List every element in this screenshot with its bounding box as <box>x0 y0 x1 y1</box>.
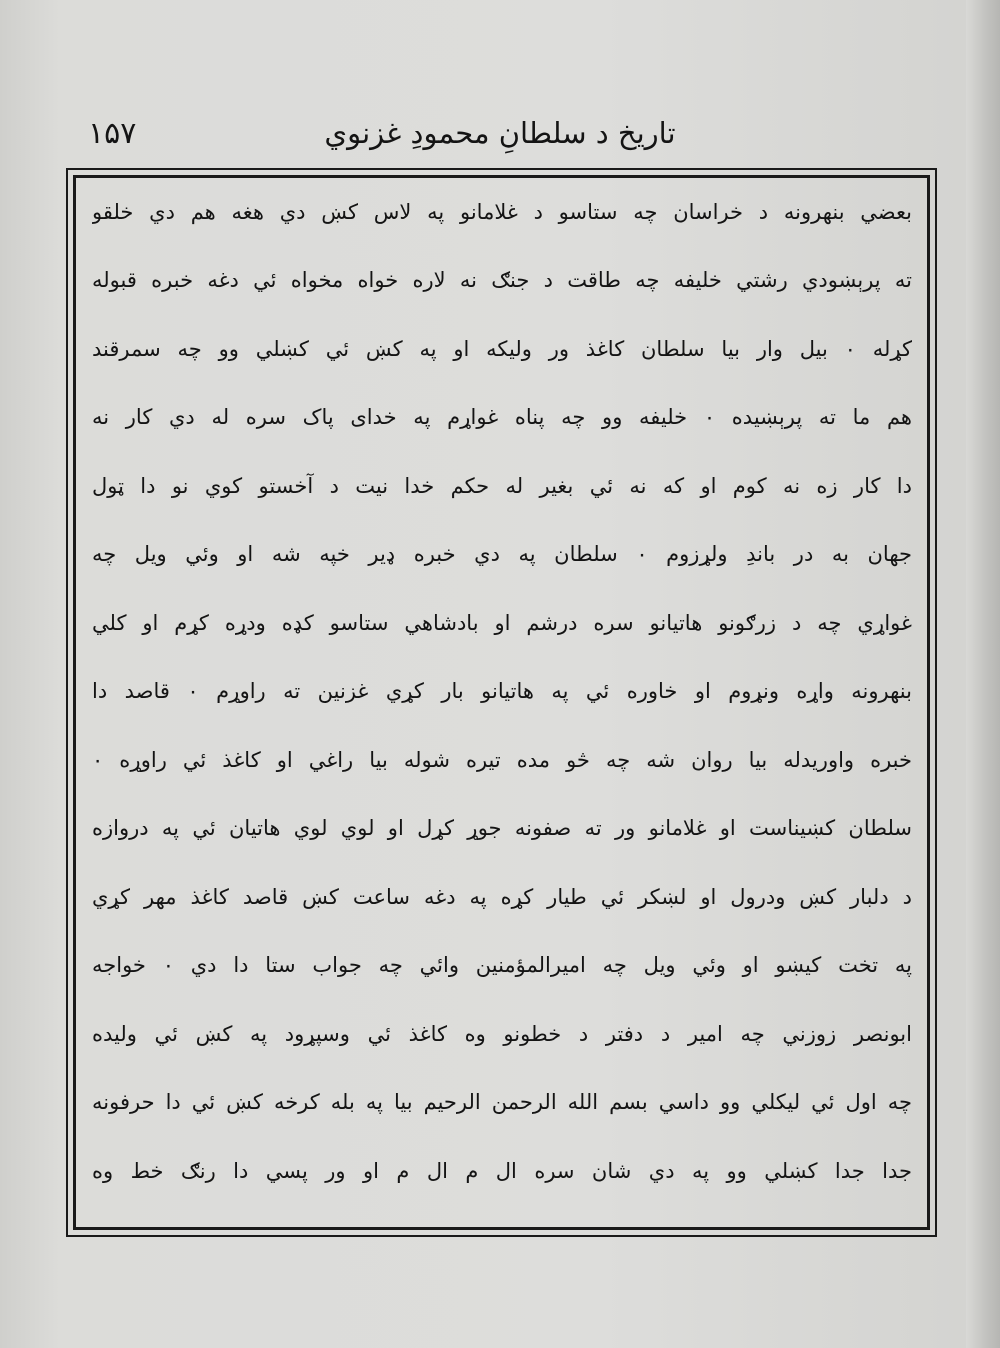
text-line: جدا جدا کښلي وو په دي شان سره ال م ال م او ور پسي دا رنګ خط وه <box>92 1159 912 1183</box>
text-line: ابونصر زوزني چه امير د دفتر د خطونو وه کاغذ ئي وسپړود په کښ ئي وليده <box>92 1022 912 1046</box>
page-number: ۱۵۷ <box>88 116 137 151</box>
text-line: چه اول ئي ليکلي وو داسي بسم الله الرحمن الرحيم بيا په بله کرخه کښ ئي دا حرفونه <box>92 1090 912 1114</box>
text-line: دا کار زه نه کوم او که نه ئي بغير له حکم خدا نيت د آخستو کوي نو دا ټول <box>92 474 912 498</box>
text-line: سلطان کښيناست او غلامانو ور ته صفونه جوړ کړل او لوي لوي هاتيان ئي په دروازه <box>92 816 912 840</box>
text-line: په تخت کيښو او وئي ويل چه اميرالمؤمنين وائي چه جواب ستا دا دي ۰ خواجه <box>92 953 912 977</box>
text-line: کړله ۰ بيل وار بيا سلطان کاغذ ور وليکه او په کښ ئي کښلي وو چه سمرقند <box>92 337 912 361</box>
text-line: بعضي بنهرونه د خراسان چه ستاسو د غلامانو په لاس کښ دي هغه هم دي خلقو <box>92 200 912 224</box>
text-line: جهان به در باندِ ولړزوم ۰ سلطان په دي خبره ډير خپه شه او وئي ويل چه <box>92 542 912 566</box>
text-line: بنهرونه واړه ونړوم او خاوره ئي په هاتيانو بار کړي غزنين ته راوړم ۰ قاصد دا <box>92 679 912 703</box>
text-line: د دلبار کښ ودرول او لښکر ئي طيار کړه په دغه ساعت کښ قاصد کاغذ مهر کړي <box>92 885 912 909</box>
text-line: ته پرېښودي رشتي خليفه چه طاقت د جنګ نه لاره خواه مخواه ئي دغه خبره قبوله <box>92 268 912 292</box>
text-line: خبره واوريدله بيا روان شه چه څو مده تيره شوله بيا راغي او کاغذ ئي راوړه ۰ <box>92 748 912 772</box>
text-line: هم ما ته پرېښيده ۰ خليفه وو چه پناه غواړم په خدای پاک سره له دي کار نه <box>92 405 912 429</box>
running-head-title: تاریخ د سلطانِ محمودِ غزنوي <box>324 116 676 150</box>
page-edge-shadow <box>966 0 1000 1348</box>
body-text-block <box>92 192 912 1208</box>
text-line: غواړي چه د زرګونو هاتيانو سره درشم او بادشاهي ستاسو کډه ودړه کړم او کلي <box>92 611 912 635</box>
